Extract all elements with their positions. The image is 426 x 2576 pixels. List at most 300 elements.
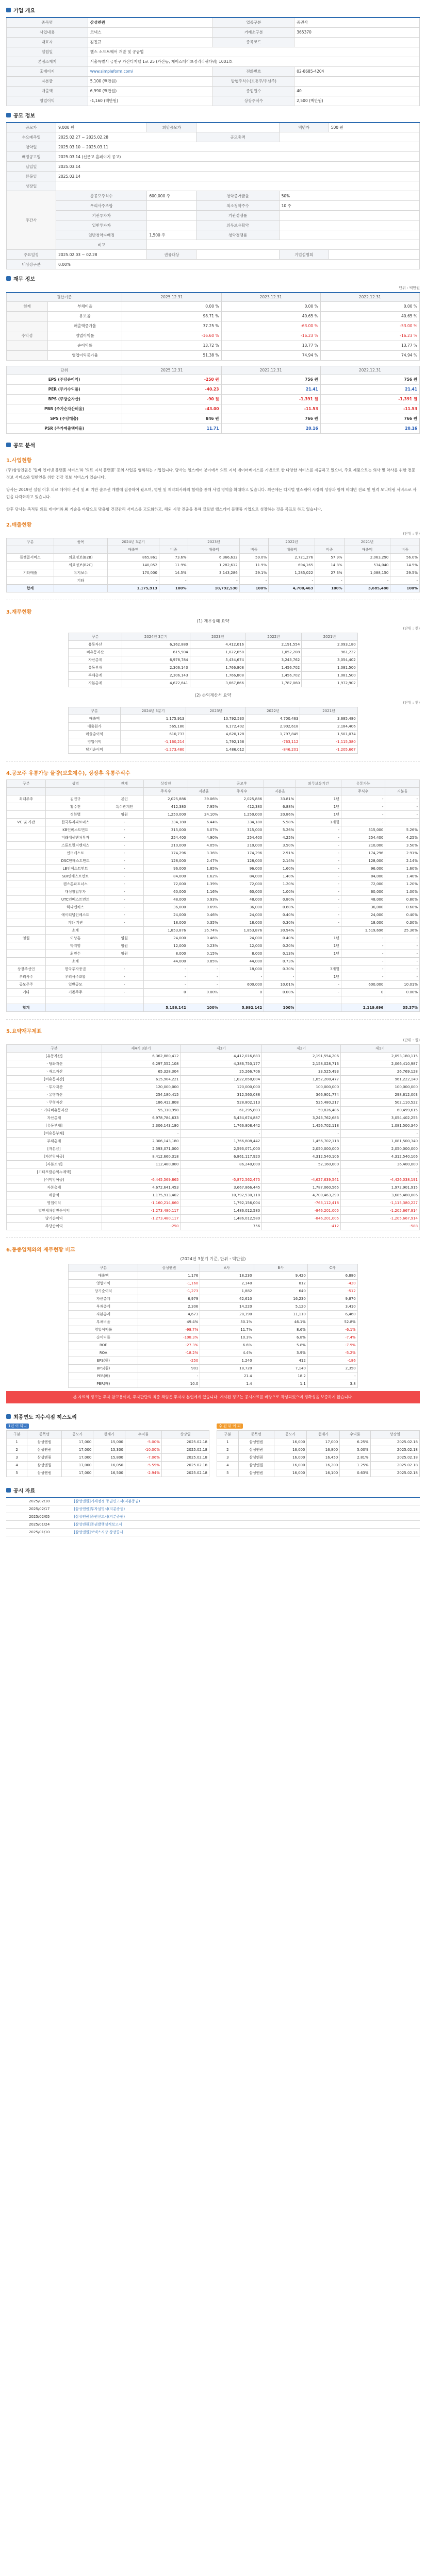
- table-cell: 600,000: [220, 980, 264, 988]
- table-cell: 0.30%: [264, 965, 296, 973]
- table-cell: 의료정보(B2B): [54, 553, 108, 561]
- table-cell: 1,853,876: [144, 926, 188, 934]
- col-header: 2021년: [302, 633, 357, 640]
- table-cell: 412: [254, 1357, 307, 1364]
- table-cell: 40.65 %: [320, 311, 419, 321]
- table-cell: 1,175,913: [120, 715, 186, 722]
- table-cell: 0.00 %: [122, 301, 221, 311]
- table-cell: -7.06%: [125, 1453, 162, 1461]
- table-cell: 1,022,658: [190, 648, 245, 656]
- table-cell: 2,119,696: [341, 1004, 385, 1011]
- label: 청약증거금율: [196, 191, 279, 201]
- table-cell: 3.8: [307, 1380, 357, 1387]
- table-cell: -: [341, 810, 385, 818]
- table-cell: 1,853,876: [220, 926, 264, 934]
- table-cell: 16,000: [274, 1453, 307, 1461]
- table-cell: 4,700,463: [246, 715, 300, 722]
- table-cell: 74.94 %: [221, 350, 320, 360]
- table-cell: -: [385, 942, 420, 950]
- table-cell: 0: [220, 988, 264, 996]
- table-cell: 1,176: [138, 1272, 200, 1279]
- table-cell: 140,052: [107, 561, 159, 569]
- table-cell: 4,312,540,106: [341, 1153, 420, 1160]
- notice-link[interactable]: [삼성엔퀀]증권발행실적보고서: [72, 1521, 420, 1529]
- col-subheader: [105, 787, 144, 795]
- table-cell: 자본총계: [69, 679, 122, 687]
- table-cell: 정한별: [46, 810, 105, 818]
- col-subheader: 매출액: [344, 546, 390, 553]
- table-cell: 합계: [7, 584, 54, 592]
- label: 자본금: [7, 76, 88, 86]
- table-cell: 3: [7, 1453, 27, 1461]
- label: 발행주식수(보통주/우선주): [213, 76, 294, 86]
- section-title-text: 공모 정보: [13, 113, 36, 119]
- table-cell: 17,000: [61, 1469, 93, 1477]
- table-cell: 73.6%: [159, 553, 188, 561]
- table-cell: -: [105, 973, 144, 980]
- group-label: 현재: [7, 301, 48, 311]
- table-row: [69, 1295, 357, 1302]
- table-row: [7, 584, 420, 592]
- table-cell: 0: [341, 988, 385, 996]
- table-row: [7, 834, 420, 841]
- header-row: [7, 546, 420, 553]
- table-cell: -: [105, 826, 144, 834]
- table-cell: 2,902,618: [246, 722, 300, 730]
- table-row: [69, 671, 357, 679]
- table-cell: [7, 903, 46, 911]
- table-cell: 86,240,000: [181, 1160, 262, 1168]
- table-cell: 1.85%: [188, 865, 220, 872]
- table-cell: 174,296: [341, 849, 385, 857]
- table-cell: 0.20%: [264, 942, 296, 950]
- table-cell: 1,787,060,565: [262, 1183, 341, 1191]
- label: 최소청약주수: [196, 201, 279, 211]
- table-cell: 11.9%: [159, 561, 188, 569]
- table-cell: 10.01%: [264, 980, 296, 988]
- col-header: 2023년: [190, 633, 245, 640]
- table-cell: 37.25 %: [122, 321, 221, 331]
- table-cell: 당기순이익: [7, 1214, 102, 1222]
- metric-label: 매출액증가율: [48, 321, 122, 331]
- table-cell: 1,456,702,118: [262, 1122, 341, 1129]
- table-cell: 5.8%: [254, 1341, 307, 1349]
- table-cell: 3,667,866,445: [181, 1183, 262, 1191]
- table-cell: PER(배): [69, 1372, 138, 1380]
- fin2-body: [69, 715, 357, 753]
- table-cell: 6,362,880,412: [102, 1052, 181, 1060]
- table-cell: 0.80%: [264, 895, 296, 903]
- table-cell: -846,201,005: [262, 1214, 341, 1222]
- table-cell: -: [188, 973, 220, 980]
- table-cell: 0.80%: [385, 895, 420, 903]
- table-cell: -: [105, 880, 144, 888]
- table-cell: -90 원: [122, 394, 221, 404]
- table-cell: 2,306,143: [122, 664, 190, 671]
- table-row: [7, 1137, 420, 1145]
- table-cell: 6,172,402: [186, 722, 246, 730]
- table-row: [69, 664, 357, 671]
- table-cell: -16.23 %: [221, 331, 320, 341]
- table-cell: 10,792,530,118: [181, 1191, 262, 1199]
- col-header: 2025.12.31: [122, 293, 221, 301]
- table-cell: ㆍ무형자산: [7, 1098, 102, 1106]
- table-cell: 2,306,143,180: [102, 1122, 181, 1129]
- fin1-head: [69, 633, 357, 640]
- table-cell: [105, 996, 144, 1004]
- table-cell: 14,220: [200, 1302, 254, 1310]
- table-cell: -: [296, 919, 341, 926]
- table-cell: UTC인베스트먼트: [46, 895, 105, 903]
- table-row: [7, 375, 420, 384]
- table-cell: 100%: [188, 1004, 220, 1011]
- table-cell: -: [296, 857, 341, 865]
- table-cell: 55,310,998: [102, 1106, 181, 1114]
- col-subheader: 비중: [315, 546, 345, 553]
- table-cell: 9,870: [307, 1295, 357, 1302]
- table-row: [69, 1380, 357, 1387]
- table-cell: 128,000: [220, 857, 264, 865]
- table-cell: ㆍ투자자산: [7, 1083, 102, 1091]
- table-row: [69, 648, 357, 656]
- table-row: [7, 1168, 420, 1176]
- table-cell: 0.00%: [264, 988, 296, 996]
- report-section-title: [6, 441, 420, 449]
- table-cell: 임원: [105, 942, 144, 950]
- table-cell: 84,000: [220, 872, 264, 880]
- table-cell: 최대주주: [7, 795, 46, 803]
- company-table: [6, 17, 420, 106]
- table-row: [217, 1446, 420, 1453]
- col-header: 수익률: [340, 1430, 370, 1438]
- table-cell: 44,000: [144, 957, 188, 965]
- col-header: [159, 538, 188, 546]
- table-cell: 21.41: [221, 384, 320, 394]
- table-cell: 스톤브릿지벤처스: [46, 841, 105, 849]
- table-cell: 174,296: [144, 849, 188, 857]
- table-row: [69, 1302, 357, 1310]
- table-cell: 29.5%: [390, 569, 420, 577]
- table-cell: 2,306,143,180: [102, 1137, 181, 1145]
- table-cell: 1년: [296, 973, 341, 980]
- table-cell: [7, 880, 46, 888]
- table-cell: 법인세차감전순이익: [7, 1207, 102, 1214]
- report-heading-5: 5.요약재무제표: [6, 1028, 42, 1035]
- notice-row: [6, 1498, 420, 1505]
- value: [279, 230, 419, 240]
- table-cell: 50.1%: [200, 1318, 254, 1326]
- table-cell: 4: [217, 1461, 239, 1469]
- notice-link[interactable]: [삼성엔퀀]코넥스시장 상장공시: [72, 1529, 420, 1536]
- table-cell: -: [144, 965, 188, 973]
- table-cell: 600,000: [341, 980, 385, 988]
- metric-label: 유보율: [48, 311, 122, 321]
- label: 전화번호: [213, 66, 294, 76]
- table-cell: 플랫폼서비스: [7, 553, 54, 561]
- table-cell: -512: [307, 1287, 357, 1295]
- table-row: [69, 1318, 357, 1326]
- table-cell: -6.1%: [307, 1326, 357, 1333]
- table-row: [7, 880, 420, 888]
- table-cell: [7, 841, 46, 849]
- table-cell: 615,904,221: [102, 1075, 181, 1083]
- table-cell: 2,184,406: [300, 722, 357, 730]
- table-cell: 부채총계: [7, 1137, 102, 1145]
- table-cell: 2.14%: [264, 857, 296, 865]
- report-heading-1: 1.사업현황: [6, 457, 32, 464]
- table-cell: 10.3%: [200, 1333, 254, 1341]
- table-cell: 2,306: [138, 1302, 200, 1310]
- table-cell: 1,282,612: [188, 561, 239, 569]
- header-row: [69, 633, 357, 640]
- table-cell: 2025.02.18: [161, 1446, 209, 1453]
- table-cell: 1,519,696: [341, 926, 385, 934]
- table-cell: [46, 996, 105, 1004]
- col-header: 현재가: [93, 1430, 125, 1438]
- col-subheader: 주식수: [220, 787, 264, 795]
- table-cell: 27.3%: [315, 569, 345, 577]
- metric-label: BPS (주당순자산): [7, 394, 122, 404]
- metric-label: PBR (주가순자산비율): [7, 404, 122, 414]
- col-header: 제3기: [181, 1044, 262, 1052]
- label: 공모총액: [196, 132, 279, 142]
- label: 기관투자자: [56, 211, 147, 221]
- notice-row: [6, 1521, 420, 1529]
- table-cell: 3,410: [307, 1302, 357, 1310]
- table-row: [69, 1287, 357, 1295]
- section-icon: [6, 1488, 11, 1493]
- table-cell: 1,285,022: [269, 569, 315, 577]
- table-row: [7, 950, 420, 957]
- group-label: [7, 311, 48, 321]
- col-subheader: 매출액: [107, 546, 159, 553]
- table-cell: -16.23 %: [320, 331, 419, 341]
- table-cell: 1,766,808,442: [181, 1122, 262, 1129]
- table-cell: 16,000: [274, 1446, 307, 1453]
- header-row: [7, 538, 420, 546]
- table-row: [7, 1106, 420, 1114]
- section-title-text: 최종연도 지수시점 히스토리: [13, 1414, 77, 1420]
- table-cell: 11,110: [254, 1310, 307, 1318]
- table-cell: -6,445,569,865: [102, 1176, 181, 1183]
- table-cell: 부채총계: [69, 1302, 138, 1310]
- table-row: [7, 810, 420, 818]
- table-cell: -: [341, 973, 385, 980]
- table-row: [7, 973, 420, 980]
- table-cell: -11.53: [320, 404, 419, 414]
- table-cell: 5.58%: [264, 818, 296, 826]
- table-cell: 24,000: [220, 911, 264, 919]
- col-header: 2022년: [246, 707, 300, 715]
- table-cell: 1,501,074: [300, 730, 357, 738]
- table-row: [7, 1461, 209, 1469]
- table-cell: -1,273,480,117: [102, 1207, 181, 1214]
- table-cell: 315,000: [144, 826, 188, 834]
- table-cell: 6,861,117,920: [181, 1153, 262, 1160]
- fin2-table: [68, 707, 357, 754]
- value: [279, 132, 419, 142]
- table-cell: 3,143,286: [188, 569, 239, 577]
- table-cell: 25,266,706: [181, 1067, 262, 1075]
- col-header: 2024년 3분기: [120, 707, 186, 715]
- table-cell: 0.85%: [188, 957, 220, 965]
- notice-date: 2025/02/17: [6, 1505, 72, 1513]
- table-row: [7, 1145, 420, 1153]
- table-cell: -5,872,562,475: [181, 1176, 262, 1183]
- table-cell: 11.7%: [200, 1326, 254, 1333]
- notices-section-title: [6, 1486, 420, 1494]
- table-cell: 48,000: [341, 895, 385, 903]
- table-cell: 20.16: [221, 423, 320, 433]
- table-cell: -: [105, 965, 144, 973]
- table-cell: 0.35%: [188, 919, 220, 926]
- table-cell: 961,222: [302, 648, 357, 656]
- unit-note: (단위 : 천): [403, 626, 420, 631]
- col-header: 2022.12.31: [320, 293, 419, 301]
- table-cell: VC 및 기관: [7, 818, 46, 826]
- table-cell: 756 원: [320, 375, 419, 384]
- col-subheader: 매출액: [269, 546, 315, 553]
- fin1-table: [68, 633, 357, 687]
- col-header: 의무보유기간: [296, 779, 341, 787]
- col-header: 구분: [7, 779, 46, 787]
- table-cell: -250: [102, 1222, 181, 1230]
- table-cell: -1,391 원: [320, 394, 419, 404]
- table-cell: [296, 957, 341, 965]
- table-cell: 16,800: [307, 1446, 340, 1453]
- label: 의무보유확약: [196, 221, 279, 230]
- table-row: [69, 640, 357, 648]
- table-cell: -: [296, 841, 341, 849]
- table-cell: 이상훈: [46, 934, 105, 942]
- notice-link[interactable]: [삼성엔퀀]투자설명서(지분증권): [72, 1505, 420, 1513]
- col-subheader: 지분율: [188, 787, 220, 795]
- table-cell: 412,380: [144, 803, 188, 810]
- table-cell: [105, 926, 144, 934]
- table-cell: 6.6%: [200, 1341, 254, 1349]
- table-row: [7, 553, 420, 561]
- group-label: [7, 341, 48, 350]
- table-cell: 0.00 %: [221, 301, 320, 311]
- disclaimer-banner: 본 자료의 정보는 투자 참고용이며, 투자판단의 최종 책임은 투자자 본인에게 있습니다. 게시된 정보는 공시자료를 바탕으로 작성되었으며 정확성을 보증하지 않습니다.: [6, 1391, 420, 1403]
- table-cell: 17,000: [61, 1453, 93, 1461]
- table-cell: 84,000: [341, 872, 385, 880]
- table-cell: 본인: [105, 795, 144, 803]
- table-cell: 12,000: [220, 942, 264, 950]
- table-cell: 3.9%: [254, 1349, 307, 1357]
- table-cell: [7, 803, 46, 810]
- table-cell: 2025.02.18: [161, 1461, 209, 1469]
- table-cell: 56.0%: [390, 553, 420, 561]
- table-cell: 33,525,493: [262, 1067, 341, 1075]
- table-cell: 18,000: [220, 919, 264, 926]
- value: 02-8685-4204: [294, 66, 420, 76]
- table-cell: -27.3%: [138, 1341, 200, 1349]
- table-row: [7, 1129, 420, 1137]
- table-cell: 1,250,000: [144, 810, 188, 818]
- table-cell: 33.81%: [264, 795, 296, 803]
- table-row: [7, 957, 420, 965]
- table-cell: 1.25%: [340, 1461, 370, 1469]
- table-cell: 51.38 %: [122, 350, 221, 360]
- table-cell: 1년: [296, 803, 341, 810]
- table-cell: 18,000: [341, 919, 385, 926]
- table-row: [7, 1176, 420, 1183]
- table-cell: 30.94%: [264, 926, 296, 934]
- table-cell: 0: [144, 988, 188, 996]
- section-title-text: 공모 분석: [13, 443, 36, 449]
- value: [196, 123, 279, 132]
- table-cell: 3: [217, 1453, 239, 1461]
- col-header: 공모후: [220, 779, 264, 787]
- table-cell: 2.47%: [188, 857, 220, 865]
- value: 2025.02.03 ~ 02.28: [56, 250, 147, 260]
- metric-label: 부채비율: [48, 301, 122, 311]
- table-cell: [7, 577, 54, 584]
- table-cell: ROA: [69, 1349, 138, 1357]
- label: 본점소재지: [7, 57, 88, 66]
- table-row: [7, 872, 420, 880]
- table-row: [7, 577, 420, 584]
- table-row: [7, 1469, 209, 1477]
- table-cell: [자본잉여금]: [7, 1153, 102, 1160]
- table-cell: 삼성엔퀀: [238, 1469, 274, 1477]
- table-cell: 4,673: [138, 1310, 200, 1318]
- value: [279, 221, 419, 230]
- table-cell: 3,667,866: [190, 679, 245, 687]
- label: 기관경쟁률: [196, 211, 279, 221]
- table-cell: 0.15%: [188, 950, 220, 957]
- homepage-link[interactable]: www.simpleform.com/: [88, 66, 213, 76]
- label: 액면가: [279, 123, 329, 132]
- table-cell: -412: [262, 1222, 341, 1230]
- notice-link[interactable]: [삼성엔퀀]증권신고서(지분증권): [72, 1513, 420, 1521]
- table-cell: -1,115,380: [300, 738, 357, 745]
- table-cell: 1,052,208: [245, 648, 301, 656]
- table-cell: 1,766,808,442: [181, 1137, 262, 1145]
- table-cell: 65,328,304: [102, 1067, 181, 1075]
- table-cell: 1,081,500,340: [341, 1137, 420, 1145]
- table-cell: 영업이익: [7, 1199, 102, 1207]
- notice-row: [6, 1513, 420, 1521]
- table-cell: 1.40%: [385, 872, 420, 880]
- table-cell: 525,480,217: [262, 1098, 341, 1106]
- table-row: [7, 1075, 420, 1083]
- col-subheader: 주식수: [144, 787, 188, 795]
- notice-link[interactable]: [삼성엔퀀]기재정정 증권신고서(지분증권): [72, 1498, 420, 1505]
- table-row: [7, 919, 420, 926]
- table-cell: 소계: [46, 957, 105, 965]
- table-cell: 3.50%: [264, 841, 296, 849]
- table-cell: 4,412,016: [190, 640, 245, 648]
- shares-head: [7, 779, 420, 795]
- label: 기업설명회: [279, 250, 329, 260]
- table-cell: -5.2%: [307, 1349, 357, 1357]
- table-cell: 6,979: [138, 1295, 200, 1302]
- table-cell: 0.46%: [188, 911, 220, 919]
- table-cell: 4.90%: [188, 834, 220, 841]
- table-cell: 0.93%: [188, 895, 220, 903]
- table-cell: [46, 1004, 105, 1011]
- section-title-text: 기업 개요: [13, 8, 36, 14]
- table-cell: 16,000: [274, 1438, 307, 1446]
- table-cell: 3,685,480: [344, 584, 390, 592]
- table-cell: 5.26%: [385, 826, 420, 834]
- section-title-text: 재무 정보: [13, 277, 36, 282]
- header-row: [7, 779, 420, 787]
- table-row: [7, 404, 420, 414]
- table-cell: 3,243,762,683: [262, 1114, 341, 1122]
